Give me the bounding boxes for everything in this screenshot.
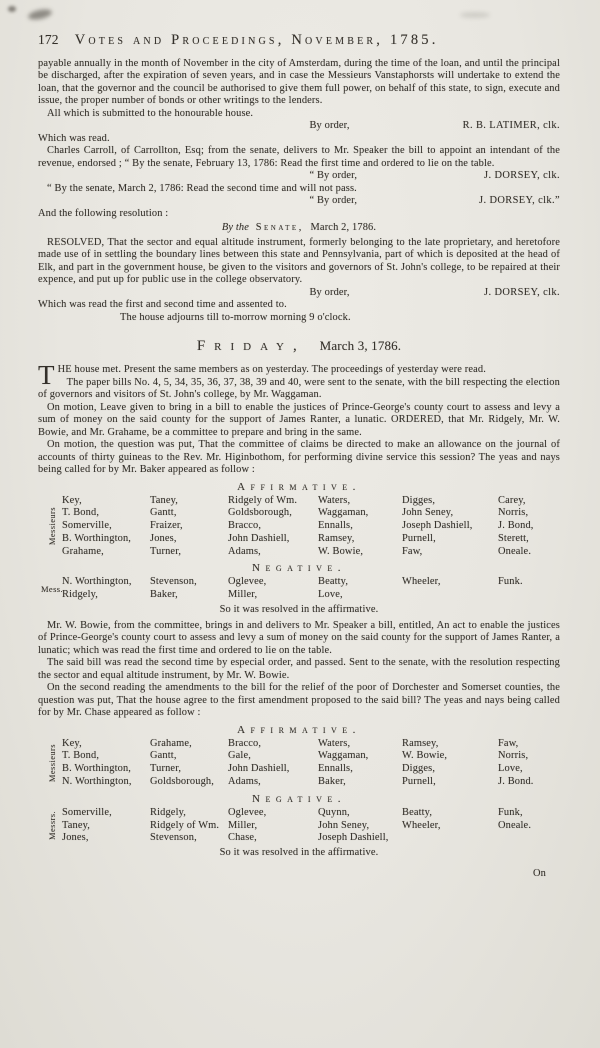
vote-grid (62, 576, 560, 602)
paragraph-following-resolution: And the following resolution : (38, 207, 169, 219)
vote-name: Adams, (228, 545, 261, 557)
vote-name: Turner, (150, 763, 182, 775)
vote-name: Taney, (62, 819, 91, 831)
vote-name: T. Bond, (62, 750, 100, 762)
vote-name: Key, (62, 737, 82, 749)
vote-grid (62, 738, 560, 789)
vote-name: Wheeler, (402, 819, 441, 831)
senate-heading-word: Senate, (255, 222, 304, 233)
vote-table-negative-2 (42, 807, 560, 845)
paragraph-senate-second-reading: “ By the senate, March 2, 1786: Read the second time and will not pass. (47, 182, 357, 194)
vote-name: Goldsborough, (228, 507, 293, 519)
vote-name: Grahame, (150, 737, 192, 749)
vote-name: Jones, (62, 832, 89, 844)
vote-name: Waters, (318, 737, 351, 749)
vote-name: Somerville, (62, 520, 112, 532)
negative-heading (38, 793, 560, 806)
messieurs-label (42, 807, 62, 845)
vote-name: Baker, (150, 589, 178, 601)
vote-name: Norris, (498, 507, 529, 519)
vote-name: Key, (62, 494, 82, 506)
vote-name: John Seney, (318, 819, 370, 831)
vote-name: T. Bond, (62, 507, 100, 519)
negative-heading (38, 562, 560, 575)
vote-name: Miller, (228, 819, 258, 831)
vote-name: W. Bowie, (402, 750, 448, 762)
affirmative-heading (38, 481, 560, 494)
vote-table-negative-1 (42, 576, 560, 602)
vote-name (402, 589, 498, 602)
paragraph-motion-ranter: On motion, Leave given to bring in a bill to enable the justices of Prince-George's county court to assess and levy a sum of money on the said county for the support of James Ranter, a lunatic. ORDERED, that Mr. Ridgely, Mr. W. Bowie, and Mr. Grahame, be a committee to prepare and bring in the same. (38, 401, 560, 438)
paragraph-resolved-instrument: RESOLVED, That the sector and equal altitude instrument, formerly belonging to the late proprietary, and heretofore made use of in settling the boundary lines between this state and Pennsylvania, part of which is deposited at the head of Elk, and part in the government house, be given to the visitors and governors of St. John's college, to be repaired at their expence, and put up for public use in the college observatory. (38, 236, 560, 285)
vote-name: Ramsey, (402, 737, 439, 749)
negative-label: Negative. (252, 792, 346, 805)
paragraph-bowie-bill: Mr. W. Bowie, from the committee, brings in and delivers to Mr. Speaker a bill, entitled, An act to enable the justices of Prince-George's county court to assess and levy a sum of money on the said county for the support of James Ranter, a lunatic; which was read the first time and ordered to lie on the table. (38, 619, 560, 656)
ink-smudge (8, 6, 16, 12)
vote-name: Oglevee, (228, 806, 267, 818)
vote-name: Sterett, (498, 532, 529, 544)
vote-name: Ramsey, (318, 532, 355, 544)
vote-name: Love, (318, 589, 343, 601)
paragraph-submitted: All which is submitted to the honourable house. (47, 107, 254, 119)
paragraph-carroll-bill: Charles Carroll, of Carrollton, Esq; from the senate, delivers to Mr. Speaker the bill to appoint an intendant of the revenue, endorsed ; “ By the senate, February 13, 1786: Read the first time and ordered to lie on the table. (38, 145, 560, 169)
vote-name: Chase, (228, 832, 257, 844)
vote-name: Bracco, (228, 520, 262, 532)
by-order-label: By order, (309, 286, 350, 298)
vote-name: John Seney, (402, 507, 454, 519)
by-order-label: By order, (309, 120, 350, 131)
vote-name: Funk, (498, 806, 523, 818)
vote-name: Purnell, (402, 775, 436, 787)
vote-name: Waggaman, (318, 507, 369, 519)
vote-name: Somerville, (62, 806, 112, 818)
vote-name: J. Bond. (498, 775, 534, 787)
friday-date: March 3, 1786. (319, 338, 402, 353)
vote-name: Bracco, (228, 737, 262, 749)
senate-heading-pre: By the (221, 222, 249, 233)
vote-name: Beatty, (402, 806, 433, 818)
clerk-signature: J. DORSEY, clk. (484, 286, 560, 298)
paragraph-loan-terms: payable annually in the month of November in the city of Amsterdam, during the time of the loan, and until the principal be discharged, after the expiration of seven years, and in case the Messieurs Vanstaphorsts will undertake to extend the loan, that the governor and the council be authorised to give them full power, on behalf of this state, to sign, execute and issue, the proper number of bonds or other writings to the lenders. (38, 57, 560, 106)
vote-name: J. Bond, (498, 520, 534, 532)
vote-name (498, 589, 560, 602)
paragraph-assented: Which was read the first and second time and assented to. (38, 299, 287, 310)
vote-name: Waters, (318, 494, 351, 506)
friday-heading (38, 337, 560, 355)
vote-name: Stevenson, (150, 576, 197, 588)
vote-name: Joseph Dashiell, (318, 832, 389, 844)
vote-table-affirmative-1 (42, 495, 560, 559)
vote-table-affirmative-2 (42, 738, 560, 789)
page-header (38, 34, 560, 47)
vote-grid (62, 807, 560, 845)
paragraph-said-bill: The said bill was read the second time by especial order, and passed. Sent to the senate, with the resolution respecting the sector and equal altitude instrument, by Mr. W. Bowie. (38, 657, 560, 681)
vote-grid (62, 495, 560, 559)
by-order-line (38, 287, 560, 300)
by-order-label: “ By order, (309, 170, 358, 181)
paragraph-house-met-text: HE house met. Present the same members as on yesterday. The proceedings of yesterday were read. (57, 364, 486, 375)
vote-name: Ennalls, (318, 520, 353, 532)
by-order-label: “ By order, (309, 195, 358, 206)
affirmative-label: Affirmative. (237, 480, 361, 493)
vote-name: N. Worthington, (62, 775, 132, 787)
messieurs-label (42, 495, 62, 559)
vote-name: Fraizer, (150, 520, 183, 532)
vote-name: Grahame, (62, 545, 104, 557)
vote-name: Digges, (402, 763, 436, 775)
paragraph-adjourn: The house adjourns till to-morrow morning 9 o'clock. (120, 311, 351, 323)
negative-label: Negative. (252, 562, 346, 575)
vote-name: Wheeler, (402, 576, 441, 588)
ink-smudge (460, 12, 490, 18)
vote-name: Carey, (498, 494, 526, 506)
drop-cap: T (38, 360, 55, 390)
vote-name: Digges, (402, 494, 436, 506)
senate-heading (38, 222, 560, 235)
affirmative-label: Affirmative. (237, 723, 361, 736)
vote-name: Purnell, (402, 532, 436, 544)
vote-name: Gale, (228, 750, 251, 762)
vote-name: Beatty, (318, 576, 349, 588)
vote-name: Faw, (402, 545, 423, 557)
messieurs-label (42, 576, 62, 602)
vote-name (402, 832, 498, 845)
vote-name: Turner, (150, 545, 182, 557)
vote-name: Baker, (318, 775, 346, 787)
vote-name: John Dashiell, (228, 763, 290, 775)
messieurs-label-text: Mess. (40, 584, 64, 595)
clerk-signature: R. B. LATIMER, clk. (462, 120, 560, 131)
paragraph-paper-bills: The paper bills No. 4, 5, 34, 35, 36, 37, 38, 39 and 40, were sent to the senate, with the bill respecting the election of governors and visitors of St. John's college, by Mr. Waggaman. (38, 376, 560, 400)
messieurs-label-text: Messieurs (46, 507, 57, 546)
vote-name: N. Worthington, (62, 576, 132, 588)
vote-name: Oglevee, (228, 576, 267, 588)
clerk-signature: J. DORSEY, clk. (484, 170, 560, 181)
vote-name: Oneale. (498, 545, 532, 557)
clerk-signature: J. DORSEY, clk.” (479, 195, 560, 206)
vote-name: Jones, (150, 532, 177, 544)
messieurs-label (42, 738, 62, 789)
messieurs-label-text: Messrs. (46, 811, 57, 841)
vote-name: Gantt, (150, 507, 177, 519)
vote-name: Adams, (228, 775, 261, 787)
by-order-line (38, 195, 560, 208)
friday-day: Friday, (196, 338, 306, 354)
vote-name: B. Worthington, (62, 763, 132, 775)
vote-name: Quynn, (318, 806, 350, 818)
vote-name: Waggaman, (318, 750, 369, 762)
vote-name: Funk. (498, 576, 523, 588)
resolution-result: So it was resolved in the affirmative. (219, 604, 379, 616)
vote-name: Ridgely of Wm. (150, 819, 220, 831)
affirmative-heading (38, 724, 560, 737)
vote-name: Faw, (498, 737, 519, 749)
senate-heading-date: March 2, 1786. (310, 222, 377, 233)
by-order-line (38, 170, 560, 183)
paragraph-motion-claims: On motion, the question was put, That the committee of claims be directed to make an allowance on the journal of accounts of thirty guineas to the Rev. Mr. Higinbothom, for performing divine service this session? The yeas and nays being called for by Mr. Baker appeared as follow : (38, 439, 560, 475)
vote-name: Ridgely of Wm. (228, 494, 298, 506)
vote-name: Stevenson, (150, 832, 197, 844)
vote-name: Norris, (498, 750, 529, 762)
by-order-line (38, 120, 560, 133)
page-number: 172 (38, 32, 59, 47)
paragraph-second-reading: On the second reading the amendments to the bill for the relief of the poor of Dorchester and Somerset counties, the question was put, That the house agree to the first amendment proposed to the said bill? The yeas and nays being called for by Mr. Chase appeared as follow : (38, 682, 560, 719)
vote-name: B. Worthington, (62, 532, 132, 544)
vote-name: Ridgely, (150, 806, 187, 818)
ink-smudge (27, 8, 52, 22)
page-title: Votes and Proceedings, November, 1785. (74, 32, 439, 48)
vote-name: Goldsborough, (150, 775, 215, 787)
paragraph-which-read: Which was read. (38, 132, 110, 144)
vote-name: Taney, (150, 494, 179, 506)
vote-name: Oneale. (498, 819, 532, 831)
vote-name (498, 832, 560, 845)
resolution-result: So it was resolved in the affirmative. (219, 847, 379, 859)
vote-name: Ridgely, (62, 589, 99, 601)
vote-name: Gantt, (150, 750, 177, 762)
messieurs-label-text: Messieurs (46, 744, 57, 783)
vote-name: John Dashiell, (228, 532, 290, 544)
vote-name: Miller, (228, 589, 258, 601)
vote-name: Ennalls, (318, 763, 353, 775)
vote-name: Love, (498, 763, 523, 775)
catchword: On (533, 867, 546, 879)
vote-name: Joseph Dashiell, (402, 520, 473, 532)
vote-name: W. Bowie, (318, 545, 364, 557)
